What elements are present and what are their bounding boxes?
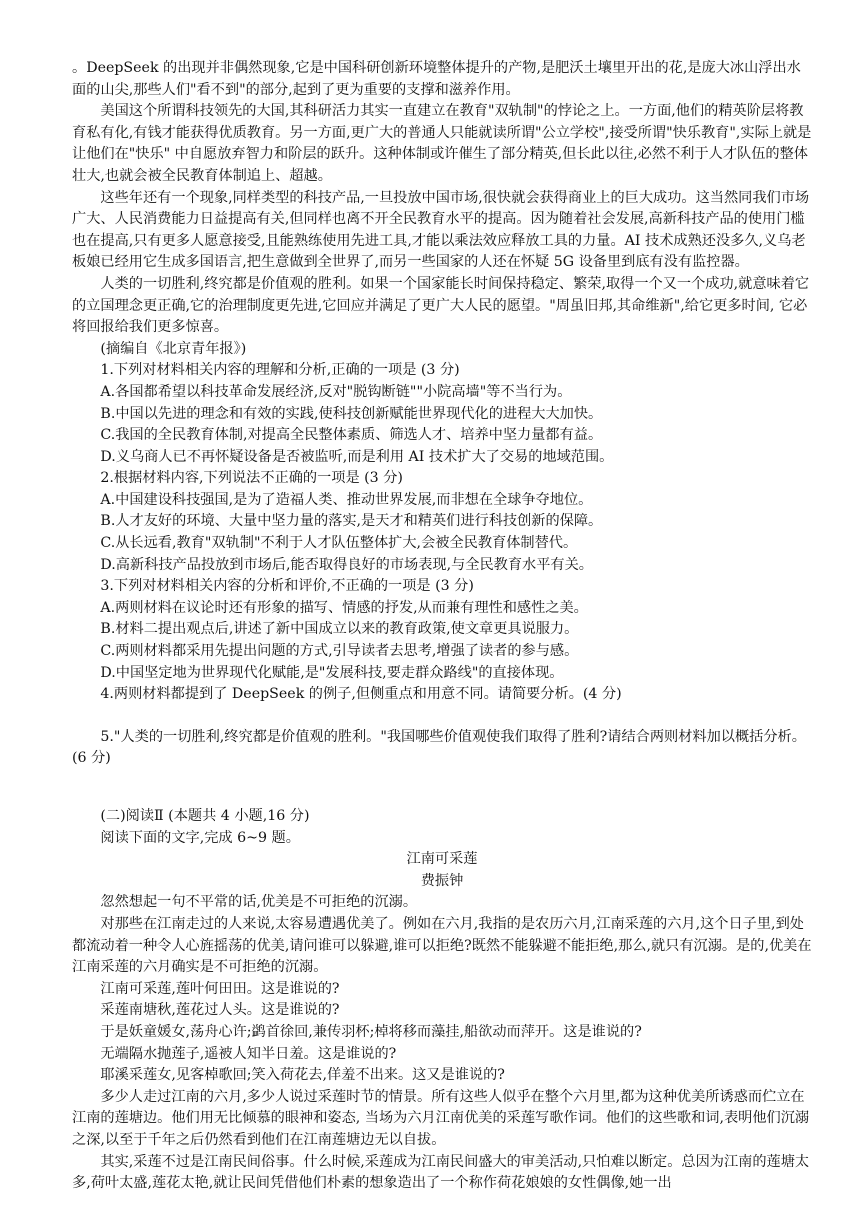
spacer xyxy=(72,706,812,727)
paragraph-2: 美国这个所谓科技领先的大国,其科研活力其实一直建立在教育"双轨制"的悖论之上。一方面,他们的精英阶层将教育私有化,有钱才能获得优质教育。另一方面,更广大的普通人只能就读所谓"公立学校",接受所谓"快乐教育",实际上就是让他们在"快乐" 中自愿放弃智力和阶层的跃升。这种体制或许催生了部分精英,但长此以往,必然不利于人才队伍的整体壮大,也就会被全民教育体制追上、超越。 xyxy=(72,103,812,184)
question-2-stem: 2.根据材料内容,下列说法不正确的一项是 (3 分) xyxy=(100,470,403,487)
paragraph-1: 。DeepSeek 的出现并非偶然现象,它是中国科研创新环境整体提升的产物,是肥沃土壤里开出的花,是庞大冰山浮出水面的山尖,那些人们"看不到"的部分,起到了更为重要的支撑和滋养作用。 xyxy=(72,60,801,98)
question-3-option-d: D.中国坚定地为世界现代化赋能,是"发展科技,要走群众路线"的直接体现。 xyxy=(100,664,564,681)
article-author: 费振钟 xyxy=(420,872,464,889)
question-5: 5."人类的一切胜利,终究都是价值观的胜利。"我国哪些价值观使我们取得了胜利?请结合两则材料加以概括分析。(6 分) xyxy=(72,728,806,767)
question-1-option-d: D.义乌商人已不再怀疑设备是否被监听,而是利用 AI 技术扩大了交易的地域范围。 xyxy=(100,448,614,465)
article-title: 江南可采莲 xyxy=(406,851,478,868)
section-2-heading: (二)阅读Ⅱ (本题共 4 小题,16 分) xyxy=(100,808,310,824)
question-1-option-c: C.我国的全民教育体制,对提高全民整体素质、筛选人才、培养中坚力量都有益。 xyxy=(100,427,603,444)
paragraph-3: 这些年还有一个现象,同样类型的科技产品,一旦投放中国市场,很快就会获得商业上的巨大成功。这当然同我们市场广大、人民消费能力日益提高有关,但同样也离不开全民教育水平的提高。因为随着社会发展,高新科技产品的使用门槛也在提高,只有更多人愿意接受,且能熟练使用先进工具,才能以乘法效应释放工具的力量。AI 技术成熟还没多久,义乌老板娘已经用它生成多国语言,把生意做到全世界了,而另一些国家的人还在怀疑 5G 设备里到底有没有监控器。 xyxy=(72,189,810,271)
question-3-option-a: A.两则材料在议论时还有形象的描写、情感的抒发,从而兼有理性和感性之美。 xyxy=(100,599,588,616)
source-note: (摘编自《北京青年报》) xyxy=(100,340,247,357)
question-2-option-d: D.高新科技产品投放到市场后,能否取得良好的市场表现,与全民教育水平有关。 xyxy=(100,556,593,573)
article-poem-line-2: 采莲南塘秋,莲花过人头。这是谁说的? xyxy=(100,1002,340,1019)
question-3-option-b: B.材料二提出观点后,讲述了新中国成立以来的教育政策,使文章更具说服力。 xyxy=(100,621,579,638)
question-1-option-a: A.各国都希望以科技革命发展经济,反对"脱钩断链""小院高墙"等不当行为。 xyxy=(100,383,572,400)
spacer xyxy=(72,770,812,806)
article-poem-line-4: 无端隔水抛莲子,遥被人知半日羞。这是谁说的? xyxy=(100,1045,397,1062)
question-2-option-b: B.人才友好的环境、大量中坚力量的落实,是天才和精英们进行科技创新的保障。 xyxy=(100,513,603,530)
paragraph-4: 人类的一切胜利,终究都是价值观的胜利。如果一个国家能长时间保持稳定、繁荣,取得一个又一个成功,就意味着它的立国理念更正确,它的治理制度更先进,它回应并满足了更广大人民的愿望。"周虽旧邦,其命维新",给它更多时间, 它必将回报给我们更多惊喜。 xyxy=(72,275,810,336)
question-3-stem: 3.下列对材料相关内容的分析和评价,不正确的一项是 (3 分) xyxy=(100,578,474,595)
question-2-option-c: C.从长远看,教育"双轨制"不利于人才队伍整体扩大,会被全民教育体制替代。 xyxy=(100,535,578,552)
question-3-option-c: C.两则材料都采用先提出问题的方式,引导读者去思考,增强了读者的参与感。 xyxy=(100,643,579,660)
article-poem-line-3: 于是妖童媛女,荡舟心许;鹢首徐回,兼传羽杯;棹将移而藻挂,船欲动而萍开。这是谁说的? xyxy=(100,1023,642,1040)
article-poem-line-5: 耶溪采莲女,见客棹歌回;笑入荷花去,佯羞不出来。这又是谁说的? xyxy=(100,1067,505,1084)
question-1-stem: 1.下列对材料相关内容的理解和分析,正确的一项是 (3 分) xyxy=(100,362,460,379)
question-1-option-b: B.中国以先进的理念和有效的实践,使科技创新赋能世界现代化的进程大大加快。 xyxy=(100,405,603,422)
section-2-instruction: 阅读下面的文字,完成 6~9 题。 xyxy=(100,829,300,846)
article-poem-line-1: 江南可采莲,莲叶何田田。这是谁说的? xyxy=(100,980,340,997)
question-4-stem: 4.两则材料都提到了 DeepSeek 的例子,但侧重点和用意不同。请简要分析。(4 分) xyxy=(100,686,622,703)
article-paragraph-1: 忽然想起一句不平常的话,优美是不可拒绝的沉溺。 xyxy=(100,894,418,911)
question-2-option-a: A.中国建设科技强国,是为了造福人类、推动世界发展,而非想在全球争夺地位。 xyxy=(100,491,593,508)
article-paragraph-3: 多少人走过江南的六月,多少人说过采莲时节的情景。所有这些人似乎在整个六月里,都为这种优美所诱惑而伫立在江南的莲塘边。他们用无比倾慕的眼神和姿态, 当场为六月江南优美的采莲写歌作词。他们的这些歌和词,表明他们沉溺之深,以至于千年之后仍然看到他们在江南莲塘边无以自拔。 xyxy=(72,1088,810,1148)
article-paragraph-4: 其实,采莲不过是江南民间俗事。什么时候,采莲成为江南民间盛大的审美活动,只怕难以断定。总因为江南的莲塘太多,荷叶太盛,莲花太艳,就让民间凭借他们朴素的想象造出了一个称作荷花娘娘的女性偶像,她一出 xyxy=(72,1153,810,1192)
article-paragraph-2: 对那些在江南走过的人来说,太容易遭遇优美了。例如在六月,我指的是农历六月,江南采莲的六月,这个日子里,到处都流动着一种令人心旌摇荡的优美,请问谁可以躲避,谁可以拒绝?既然不能躲避不能拒绝,那么,就只有沉溺。是的,优美在江南采莲的六月确实是不可拒绝的沉溺。 xyxy=(72,915,812,976)
